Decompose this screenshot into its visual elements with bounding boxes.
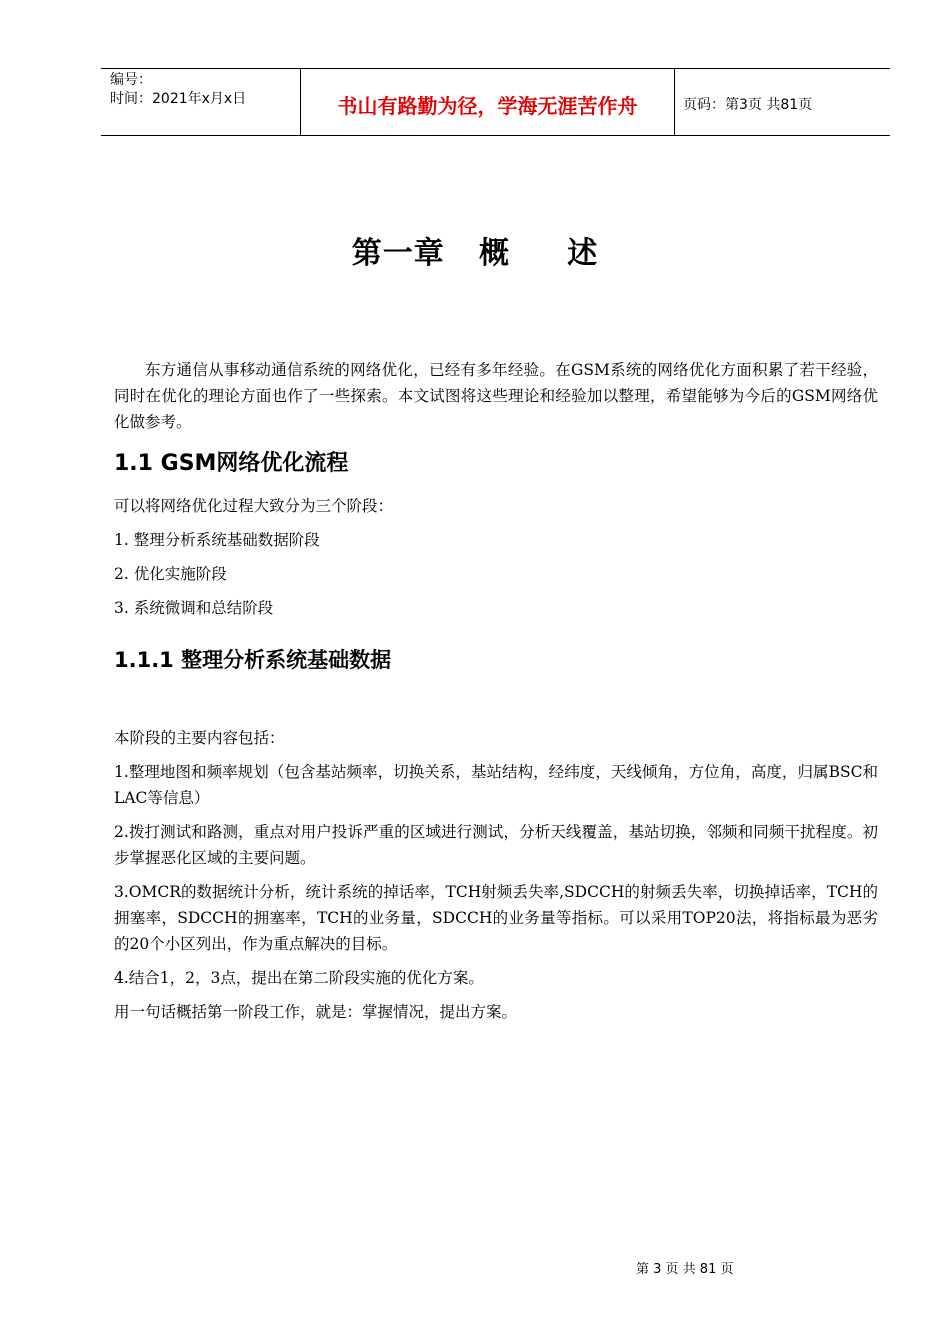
header-page-code: 页码：第3页 共81页	[683, 97, 813, 113]
page-footer: 第 3 页 共 81 页	[636, 1262, 734, 1277]
section-lead: 可以将网络优化过程大致分为三个阶段：	[114, 497, 394, 515]
chapter-title: 第一章 概 述	[351, 236, 599, 271]
header-motto: 书山有路勤为径，学海无涯苦作舟	[301, 69, 675, 135]
summary-line: 用一句话概括第一阶段工作，就是：掌握情况，提出方案。	[114, 1003, 518, 1021]
section-heading: 1.1 GSM网络优化流程	[114, 451, 349, 476]
list-item: 2.拨打测试和路测，重点对用户投诉严重的区域进行测试，分析天线覆盖，基站切换，邻频和同频干扰程度。初步掌握恶化区域的主要问题。	[114, 823, 878, 867]
main-content	[114, 357, 878, 1033]
list-item: 3. 系统微调和总结阶段	[114, 599, 274, 617]
list-item: 2. 优化实施阶段	[114, 565, 227, 583]
subsection-lead: 本阶段的主要内容包括：	[114, 729, 285, 747]
list-item: 4.结合1，2，3点，提出在第二阶段实施的优化方案。	[114, 969, 484, 987]
list-item: 1. 整理分析系统基础数据阶段	[114, 531, 320, 549]
header-number-label: 编号：	[110, 72, 152, 88]
intro-paragraph: 东方通信从事移动通信系统的网络优化，已经有多年经验。在GSM系统的网络优化方面积累了若干经验，同时在优化的理论方面也作了一些探索。本文试图将这些理论和经验加以整理，希望能够为今后的GSM网络优化做参考。	[114, 361, 878, 431]
subsection-heading: 1.1.1 整理分析系统基础数据	[114, 648, 392, 672]
list-item: 1.整理地图和频率规划（包含基站频率，切换关系，基站结构，经纬度，天线倾角，方位角，高度，归属BSC和LAC等信息）	[114, 763, 878, 807]
header-time-label: 时间：2021年x月x日	[110, 91, 247, 107]
list-item: 3.OMCR的数据统计分析，统计系统的掉话率，TCH射频丢失率,SDCCH的射频丢失率，切换掉话率，TCH的拥塞率，SDCCH的拥塞率，TCH的业务量，SDCCH的业务量等指标。可以采用TOP20法，将指标最为恶劣的20个小区列出，作为重点解决的目标。	[114, 883, 878, 953]
page-header	[101, 68, 890, 136]
header-meta	[101, 69, 301, 135]
